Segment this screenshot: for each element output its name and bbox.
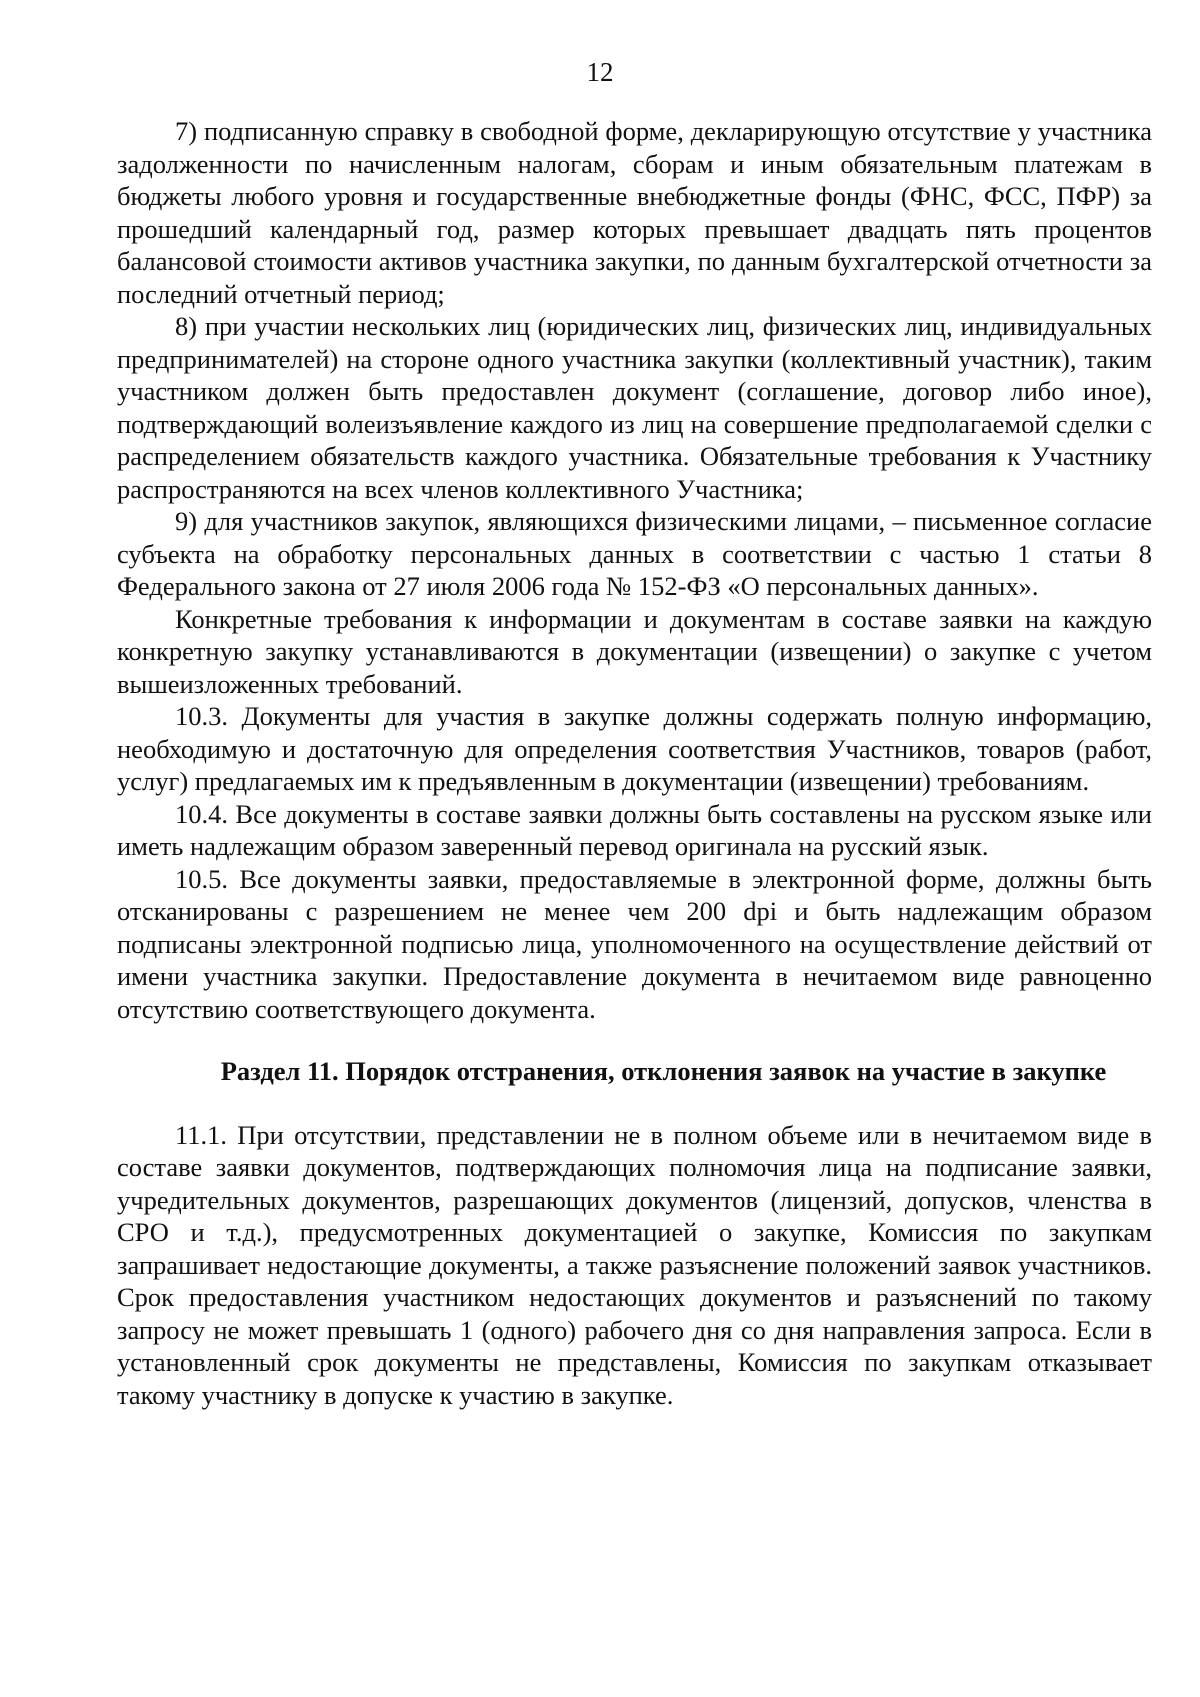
paragraph-10-5: 10.5. Все документы заявки, предоставляемые в электронной форме, должны быть отсканированы с разрешением не менее чем 200 dpi и быть надлежащим образом подписаны электронной подписью лица, уполномоченного на осуществление действий от имени участника закупки. Предоставление документа в нечитаемом виде равноценно отсутствию соответствующего документа. xyxy=(117,863,1152,1024)
document-body xyxy=(117,115,1152,1411)
paragraph-item-9: 9) для участников закупок, являющихся физическими лицами, – письменное согласие субъекта на обработку персональных данных в соответствии с частью 1 статьи 8 Федерального закона от 27 июля 2006 года № 152-ФЗ «О персональных данных». xyxy=(117,506,1152,601)
paragraph-11-1: 11.1. При отсутствии, представлении не в полном объеме или в нечитаемом виде в составе заявки документов, подтверждающих полномочия лица на подписание заявки, учредительных документов, разрешающих документов (лицензий, допусков, членства в СРО и т.д.), предусмотренных документацией о закупке, Комиссия по закупкам запрашивает недостающие документы, а также разъяснение положений заявок участников. Срок предоставления участником недостающих документов и разъяснений по такому запросу не может превышать 1 (одного) рабочего дня со дня направления запроса. Если в установленный срок документы не представлены, Комиссия по закупкам отказывает такому участнику в допуске к участию в закупке. xyxy=(117,1119,1152,1410)
paragraph-specific-requirements: Конкретные требования к информации и документам в составе заявки на каждую конкретную закупку устанавливаются в документации (извещении) о закупке с учетом вышеизложенных требований. xyxy=(117,603,1152,699)
paragraph-item-7: 7) подписанную справку в свободной форме, декларирующую отсутствие у участника задолженности по начисленным налогам, сборам и иным обязательным платежам в бюджеты любого уровня и государственные внебюджетные фонды (ФНС, ФСС, ПФР) за прошедший календарный год, размер которых превышает двадцать пять процентов балансовой стоимости активов участника закупки, по данным бухгалтерской отчетности за последний отчетный период; xyxy=(117,116,1152,309)
paragraph-item-8: 8) при участии нескольких лиц (юридических лиц, физических лиц, индивидуальных предпринимателей) на стороне одного участника закупки (коллективный участник), таким участником должен быть предоставлен документ (соглашение, договор либо иное), подтверждающий волеизъявление каждого из лиц на совершение предполагаемой сделки с распределением обязательств каждого участника. Обязательные требования к Участнику распространяются на всех членов коллективного Участника; xyxy=(117,311,1152,504)
page-number: 12 xyxy=(586,57,614,87)
paragraph-10-3: 10.3. Документы для участия в закупке должны содержать полную информацию, необходимую и достаточную для определения соответствия Участников, товаров (работ, услуг) предлагаемых им к предъявленным в документации (извещении) требованиям. xyxy=(117,701,1152,796)
paragraph-10-4: 10.4. Все документы в составе заявки должны быть составлены на русском языке или иметь надлежащим образом заверенный перевод оригинала на русский язык. xyxy=(117,798,1152,861)
section-heading: Раздел 11. Порядок отстранения, отклонения заявок на участие в закупке xyxy=(220,1056,1107,1086)
